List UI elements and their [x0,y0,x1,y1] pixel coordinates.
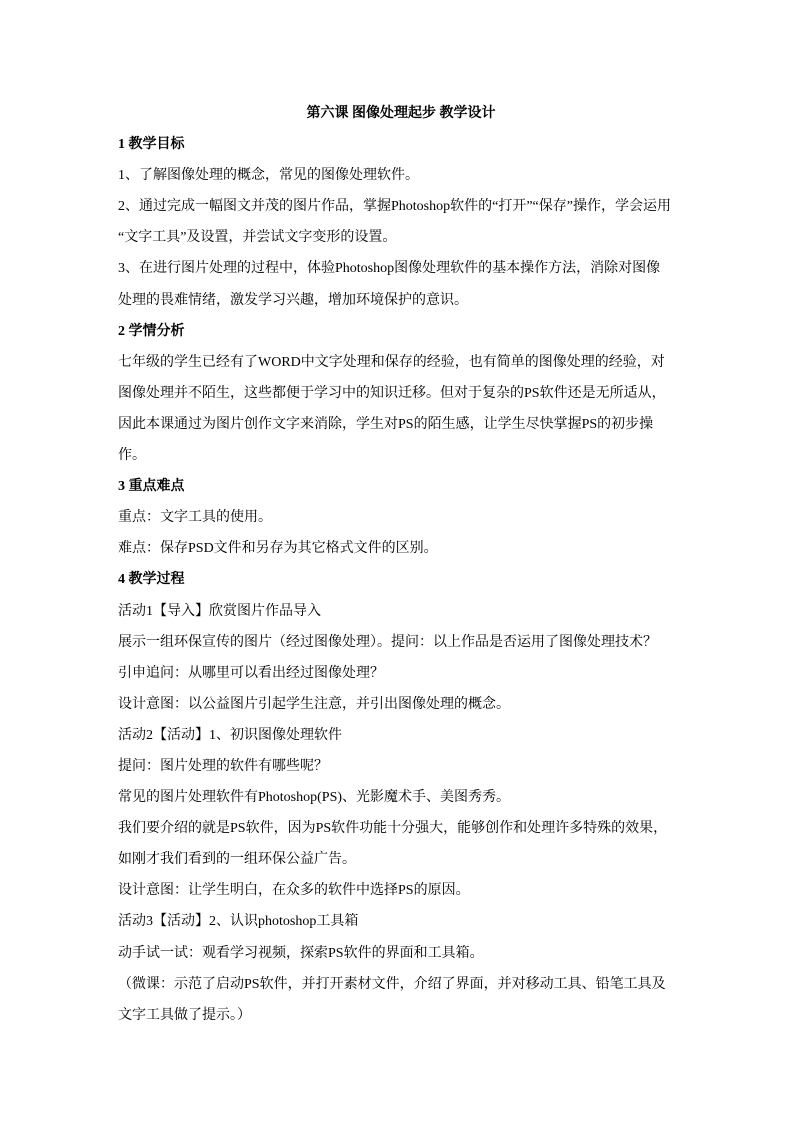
paragraph-line: 重点：文字工具的使用。 [118,510,272,526]
paragraph-line: 3、在进行图片处理的过程中，体验Photoshop图像处理软件的基本操作方法，消除对图像 [118,261,661,277]
paragraph-line: 如刚才我们看到的一组环保公益广告。 [118,852,356,868]
section-teaching-process [118,564,684,1030]
section-heading: 3 重点难点 [118,479,185,495]
paragraph-line: 难点：保存PSD文件和另存为其它格式文件的区别。 [118,541,438,557]
paragraph-line: 提问：图片处理的软件有哪些呢？ [118,758,328,774]
paragraph-line: 2、通过完成一幅图文并茂的图片作品，掌握Photoshop软件的“打开”“保存”操作，学会运用 [118,199,671,215]
paragraph-line: 处理的畏难情绪，激发学习兴趣，增加环境保护的意识。 [118,292,468,308]
section-key-points [118,471,684,564]
paragraph-line: 因此本课通过为图片创作文字来消除，学生对PS的陌生感，让学生尽快掌握PS的初步操 [118,416,654,432]
paragraph-line: 活动3【活动】2、认识photoshop工具箱 [118,914,359,930]
paragraph-line: 引申追问：从哪里可以看出经过图像处理？ [118,665,384,681]
document-title: 第六课 图像处理起步 教学设计 [306,106,496,121]
paragraph-line: 图像处理并不陌生，这些都便于学习中的知识迁移。但对于复杂的PS软件还是无所适从， [118,385,666,401]
paragraph-line: 我们要介绍的就是PS软件，因为PS软件功能十分强大，能够创作和处理许多特殊的效果， [118,821,668,837]
document-page [118,98,684,1031]
paragraph-line: 展示一组环保宣传的图片（经过图像处理）。提问：以上作品是否运用了图像处理技术？ [118,634,657,650]
paragraph-line: “文字工具”及设置，并尝试文字变形的设置。 [118,230,397,246]
section-heading: 1 教学目标 [118,137,185,153]
section-student-analysis [118,316,684,471]
paragraph-line: 设计意图：以公益图片引起学生注意，并引出图像处理的概念。 [118,696,510,712]
paragraph-line: 设计意图：让学生明白，在众多的软件中选择PS的原因。 [118,883,470,899]
section-teaching-goals [118,129,684,316]
paragraph-line: 活动2【活动】1、初识图像处理软件 [118,727,342,743]
paragraph-line: 作。 [118,448,146,464]
paragraph-line: 活动1【导入】欣赏图片作品导入 [118,603,321,619]
paragraph-line: 1、了解图像处理的概念，常见的图像处理软件。 [118,168,419,184]
paragraph-line: 常见的图片处理软件有Photoshop(PS)、光影魔术手、美图秀秀。 [118,790,511,806]
section-heading: 2 学情分析 [118,323,185,339]
paragraph-line: 七年级的学生已经有了WORD中文字处理和保存的经验，也有简单的图像处理的经验，对 [118,354,665,370]
paragraph-line: 动手试一试：观看学习视频，探索PS软件的界面和工具箱。 [118,945,484,961]
paragraph-line: 文字工具做了提示。） [118,1007,251,1023]
paragraph-line: （微课：示范了启动PS软件，并打开素材文件，介绍了界面，并对移动工具、铅笔工具及 [118,976,666,992]
section-heading: 4 教学过程 [118,572,185,588]
